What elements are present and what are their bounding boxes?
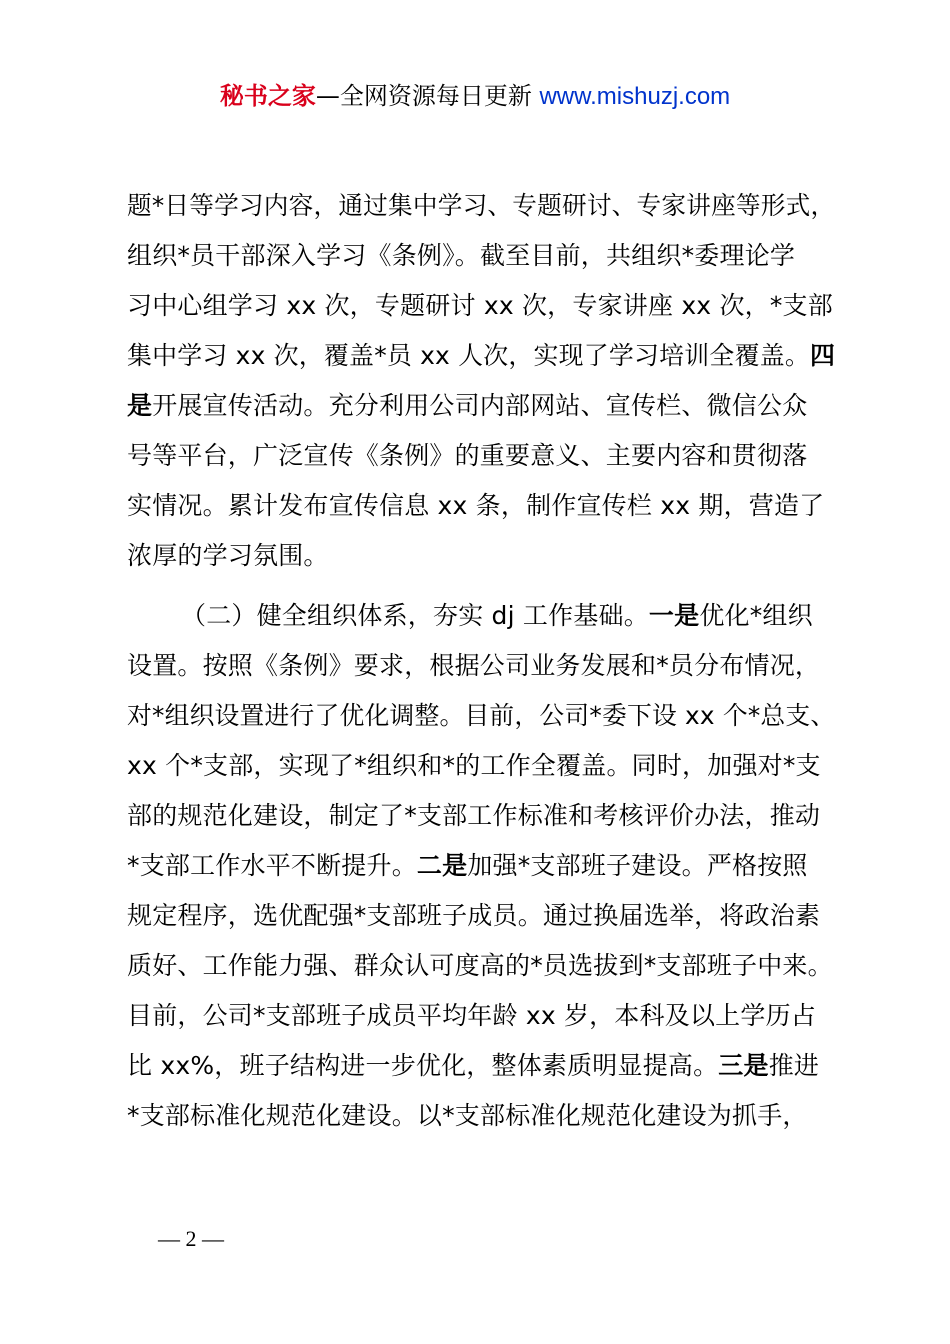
text-line: 习中心组学习 xx 次，专题研讨 xx 次，专家讲座 xx 次，*支部: [127, 291, 833, 320]
text-line: 号等平台，广泛宣传《条例》的重要意义、主要内容和贯彻落: [127, 441, 808, 470]
bold-keyword: 四: [809, 341, 836, 370]
bold-keyword: 一是: [648, 601, 700, 630]
text-line: 目前，公司*支部班子成员平均年龄 xx 岁，本科及以上学历占: [127, 1001, 816, 1030]
text-line: 是开展宣传活动。充分利用公司内部网站、宣传栏、微信公众: [127, 391, 808, 420]
text-line: 设置。按照《条例》要求，根据公司业务发展和*员分布情况，: [127, 651, 821, 680]
text-line: *支部工作水平不断提升。二是加强*支部班子建设。严格按照: [127, 851, 808, 880]
header-dash: —: [315, 82, 340, 110]
paragraph-1: [127, 181, 835, 581]
text-line: 比 xx%，班子结构进一步优化，整体素质明显提高。三是推进: [127, 1051, 820, 1080]
text-line: 组织*员干部深入学习《条例》。截至目前，共组织*委理论学: [127, 241, 796, 270]
text-line: 题*日等学习内容，通过集中学习、专题研讨、专家讲座等形式，: [127, 191, 836, 220]
text-line: （二）健全组织体系，夯实 dj 工作基础。一是优化*组织: [181, 601, 813, 630]
text-line: *支部标准化规范化建设。以*支部标准化规范化建设为抓手，: [127, 1101, 808, 1130]
site-header: [0, 78, 950, 115]
bold-keyword: 三是: [718, 1051, 769, 1080]
text-line: 部的规范化建设，制定了*支部工作标准和考核评价办法，推动: [127, 801, 821, 830]
page-number: — 2 —: [158, 1226, 224, 1251]
bold-keyword: 是: [127, 391, 153, 420]
brand-name: 秘书之家: [219, 82, 316, 110]
site-url-link[interactable]: www.mishuzj.com: [539, 83, 731, 110]
text-line: xx 个*支部，实现了*组织和*的工作全覆盖。同时，加强对*支: [127, 751, 821, 780]
bold-keyword: 二是: [416, 851, 468, 880]
text-line: 实情况。累计发布宣传信息 xx 条，制作宣传栏 xx 期，营造了: [127, 491, 825, 520]
text-line: 浓厚的学习氛围。: [127, 541, 329, 570]
header-slogan: 全网资源每日更新: [339, 82, 532, 110]
paragraph-2: [127, 591, 835, 1141]
text-line: 质好、工作能力强、群众认可度高的*员选拔到*支部班子中来。: [127, 951, 833, 980]
text-line: 规定程序，选优配强*支部班子成员。通过换届选举，将政治素: [127, 901, 821, 930]
text-line: 集中学习 xx 次，覆盖*员 xx 人次，实现了学习培训全覆盖。四: [127, 341, 836, 370]
text-line: 对*组织设置进行了优化调整。目前，公司*委下设 xx 个*总支、: [127, 701, 836, 730]
